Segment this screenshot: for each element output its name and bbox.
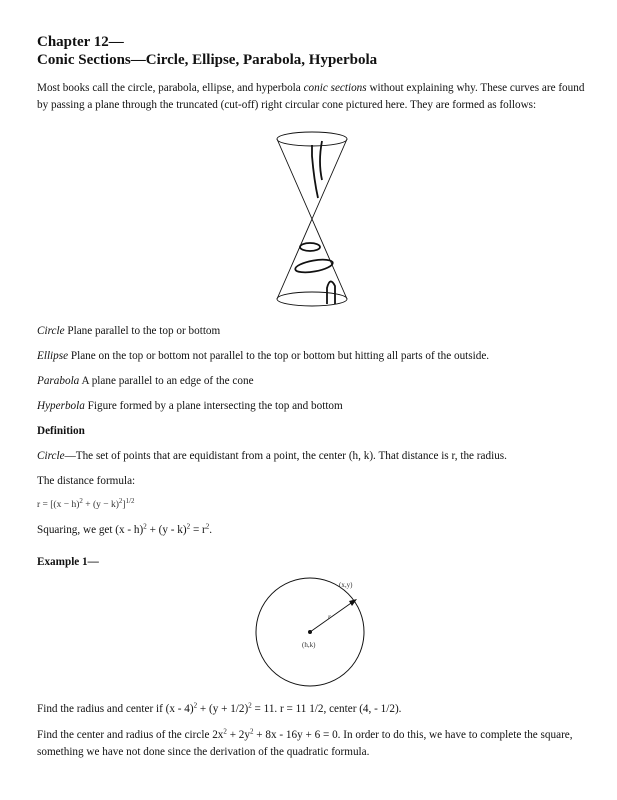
squaring-line: Squaring, we get $(x - h)^2 + (y - k)^2 = r^2$. (37, 522, 213, 536)
point-label: (x,y) (339, 581, 353, 589)
radius-label: r (328, 613, 331, 621)
hyperbola-upper-branch (312, 145, 318, 198)
circle-diagram (250, 575, 370, 695)
conic-ellipse: Ellipse Plane on the top or bottom not parallel to the top or bottom but hitting all parts of the outside. (37, 350, 490, 362)
ellipse-section (294, 257, 333, 274)
conic-circle: Circle Plane parallel to the top or bottom (37, 325, 221, 337)
definition-heading: Definition (37, 425, 85, 437)
distance-formula: $r = [(x - h)^2 + (y - k)^2]^{1/2}$ (37, 496, 135, 510)
complete-square-paragraph: Find the center and radius of the circle $2x^2 + 2y^2 + 8x - 16y + 6 = 0$. In order to do this, we have to complete the square, something we have not done since the derivation of the quadratic formula. (37, 727, 573, 758)
conic-parabola: Parabola A plane parallel to an edge of the cone (37, 375, 254, 387)
example-heading: Example 1— (37, 556, 99, 568)
double-cone-diagram (262, 128, 362, 310)
cone-top-ellipse (277, 132, 347, 146)
example-1-line: Find the radius and center if $(x - 4)^2 + (y + 1/2)^2 = 11$. r = 11 1/2, center (4, - 1/2). (37, 701, 402, 715)
center-point (308, 630, 312, 634)
distance-formula-label: The distance formula: (37, 475, 136, 487)
intro-paragraph: Most books call the circle, parabola, ellipse, and hyperbola conic sections without explaining why. These curves are found by passing a plane through the truncated (cut-off) right circular cone pictured here. They are formed as follows: (37, 82, 585, 111)
hyperbola-upper-curve (320, 141, 322, 180)
chapter-title (37, 33, 377, 69)
circle-section (300, 243, 320, 251)
chapter-subtitle: Conic Sections—Circle, Ellipse, Parabola, Hyperbola (37, 52, 378, 68)
cone-bottom-ellipse (277, 292, 347, 306)
radius-line (310, 601, 354, 632)
circle-definition: Circle—The set of points that are equidistant from a point, the center (h, k). That distance is r, the radius. (37, 450, 507, 462)
intro-italic: conic sections (303, 82, 367, 94)
conic-hyperbola: Hyperbola Figure formed by a plane intersecting the top and bottom (37, 400, 343, 412)
center-label: (h,k) (302, 641, 316, 649)
chapter-number: Chapter 12— (37, 34, 124, 50)
